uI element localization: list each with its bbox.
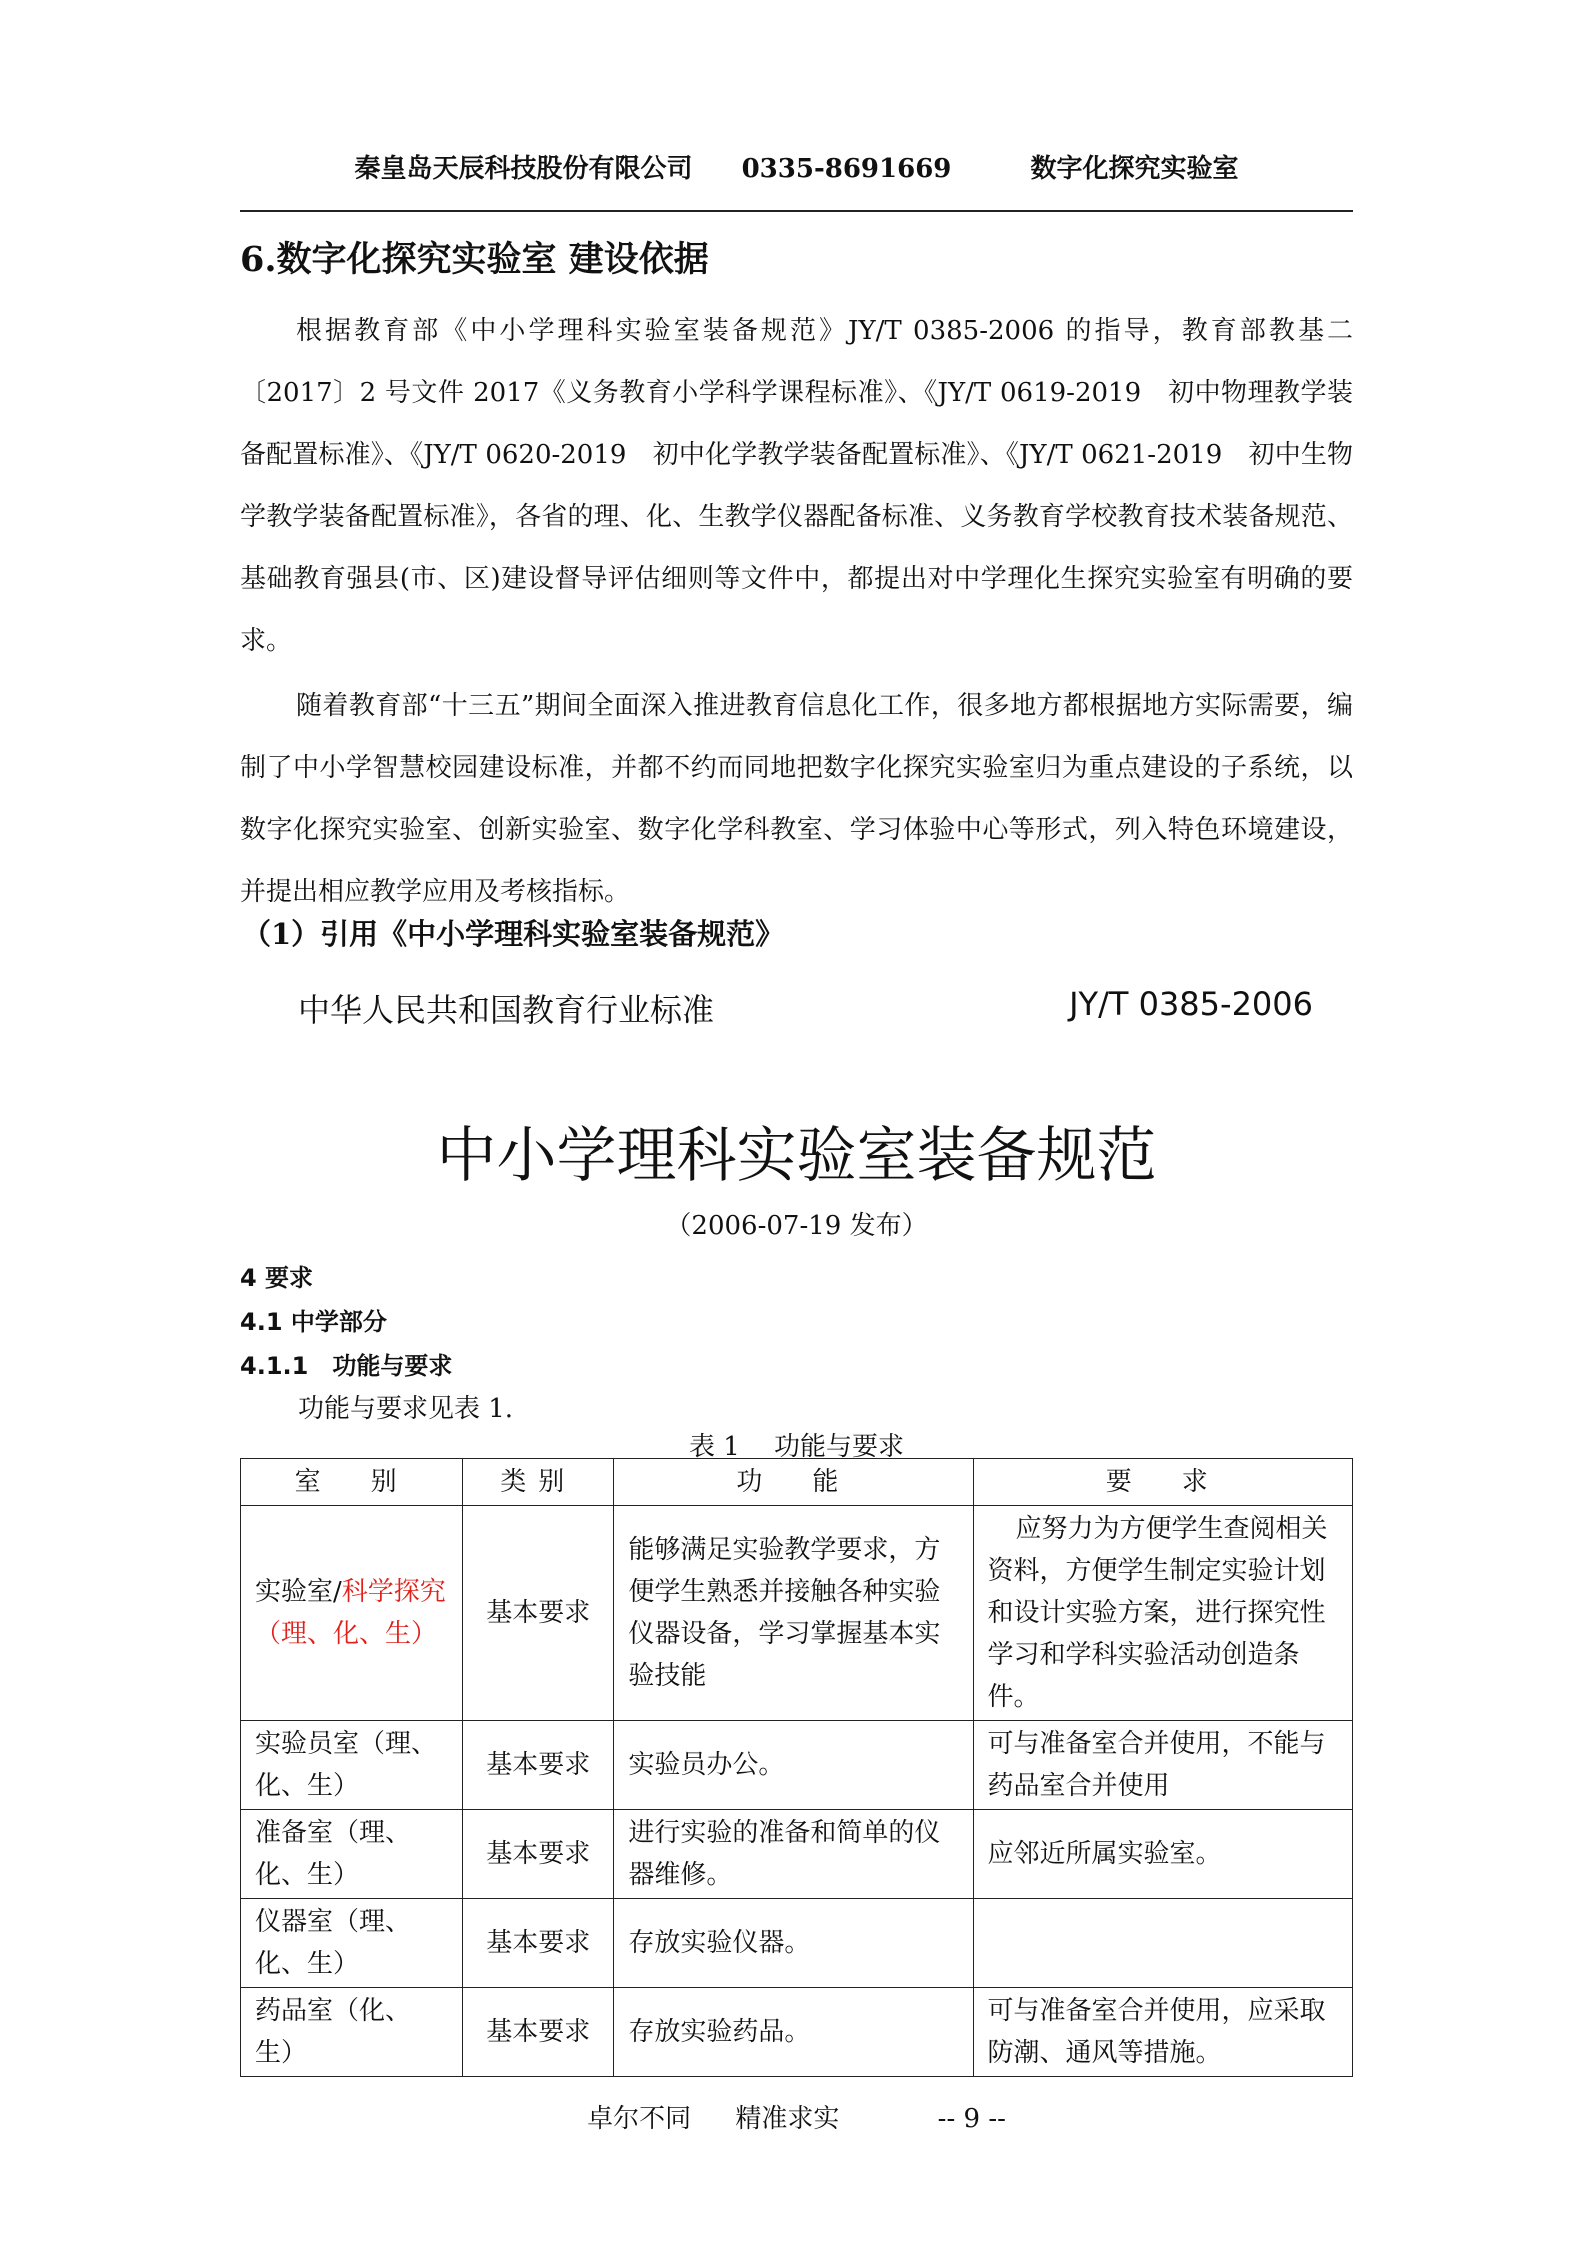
page-footer — [240, 2098, 1353, 2135]
requirement-cell: 可与准备室合并使用，不能与药品室合并使用 — [973, 1721, 1352, 1810]
header-rule — [240, 210, 1353, 212]
subheading: （1）引用《中小学理科实验室装备规范》 — [242, 917, 785, 951]
type-cell: 基本要求 — [463, 1899, 614, 1988]
table-caption: 表 1 功能与要求 — [688, 1432, 905, 1462]
header-cell: 室 别 — [241, 1459, 463, 1506]
function-cell: 实验员办公。 — [614, 1721, 973, 1810]
requirement-cell — [973, 1899, 1352, 1988]
header-company: 秦皇岛天辰科技股份有限公司 — [354, 154, 693, 184]
type-cell: 基本要求 — [463, 1810, 614, 1899]
type-cell: 基本要求 — [463, 1988, 614, 2077]
table-row — [241, 1506, 1353, 1721]
requirement-cell: 可与准备室合并使用，应采取防潮、通风等措施。 — [973, 1988, 1352, 2077]
clause-heading: 4.1.1 功能与要求 — [240, 1352, 453, 1380]
table-header-row — [241, 1459, 1353, 1506]
clause-heading: 4.1 中学部分 — [240, 1308, 387, 1336]
publish-date: （2006-07-19 发布） — [665, 1211, 928, 1241]
paragraph: 根据教育部《中小学理科实验室装备规范》JY/T 0385-2006 的指导，教育部教基二〔2017〕2 号文件 2017《义务教育小学科学课程标准》、《JY/T 0619-2019 初中物理教学装备配置标准》、《JY/T 0620-2019 初中化学教学装备配置标准》、《JY/T 0621-2019 初中生物学教学装备配置标准》，各省的理、化、生教学仪器配备标准、义务教育学校教育技术装备规范、基础教育强县(市、区)建设督导评估细则等文件中，都提出对中学理化生探究实验室有明确的要求。 — [240, 316, 1353, 656]
requirement-cell: 应邻近所属实验室。 — [973, 1810, 1352, 1899]
clause-heading: 4 要求 — [240, 1264, 314, 1292]
requirement-cell: 应努力为方便学生查阅相关资料，方便学生制定实验计划和设计实验方案，进行探究性学习和学科实验活动创造条件。 — [973, 1506, 1352, 1721]
header-product: 数字化探究实验室 — [1030, 154, 1239, 184]
page-header — [240, 148, 1353, 185]
standard-title: 中小学理科实验室装备规范 — [436, 1121, 1157, 1191]
room-cell — [241, 1506, 463, 1721]
table-reference: 功能与要求见表 1. — [298, 1394, 514, 1424]
room-label: 实验室/ — [255, 1577, 342, 1607]
page-number: -- 9 -- — [937, 2104, 1006, 2134]
header-cell: 功 能 — [614, 1459, 973, 1506]
standard-org: 中华人民共和国教育行业标准 — [298, 991, 715, 1029]
section-title: 6.数字化探究实验室 建设依据 — [240, 239, 709, 280]
room-cell: 药品室（化、生） — [241, 1988, 463, 2077]
table-row — [241, 1810, 1353, 1899]
function-cell: 进行实验的准备和简单的仪器维修。 — [614, 1810, 973, 1899]
room-cell: 仪器室（理、化、生） — [241, 1899, 463, 1988]
type-cell: 基本要求 — [463, 1506, 614, 1721]
requirements-table — [240, 1458, 1353, 2077]
function-cell: 存放实验药品。 — [614, 1988, 973, 2077]
header-cell: 要 求 — [973, 1459, 1352, 1506]
table-row — [241, 1721, 1353, 1810]
header-cell: 类别 — [463, 1459, 614, 1506]
room-cell: 准备室（理、化、生） — [241, 1810, 463, 1899]
table-row — [241, 1988, 1353, 2077]
type-cell: 基本要求 — [463, 1721, 614, 1810]
room-highlight: 科学探究（理、化、生） — [255, 1577, 446, 1649]
room-cell: 实验员室（理、化、生） — [241, 1721, 463, 1810]
footer-motto: 精准求实 — [735, 2104, 840, 2134]
standard-code: JY/T 0385-2006 — [1069, 985, 1313, 1023]
footer-motto: 卓尔不同 — [587, 2104, 692, 2134]
paragraph: 随着教育部“十三五”期间全面深入推进教育信息化工作，很多地方都根据地方实际需要，编制了中小学智慧校园建设标准，并都不约而同地把数字化探究实验室归为重点建设的子系统，以数字化探究实验室、创新实验室、数字化学科教室、学习体验中心等形式，列入特色环境建设，并提出相应教学应用及考核指标。 — [240, 691, 1353, 907]
function-cell: 能够满足实验教学要求，方便学生熟悉并接触各种实验仪器设备，学习掌握基本实验技能 — [614, 1506, 973, 1721]
table-row — [241, 1899, 1353, 1988]
function-cell: 存放实验仪器。 — [614, 1899, 973, 1988]
header-phone: 0335-8691669 — [741, 154, 952, 184]
